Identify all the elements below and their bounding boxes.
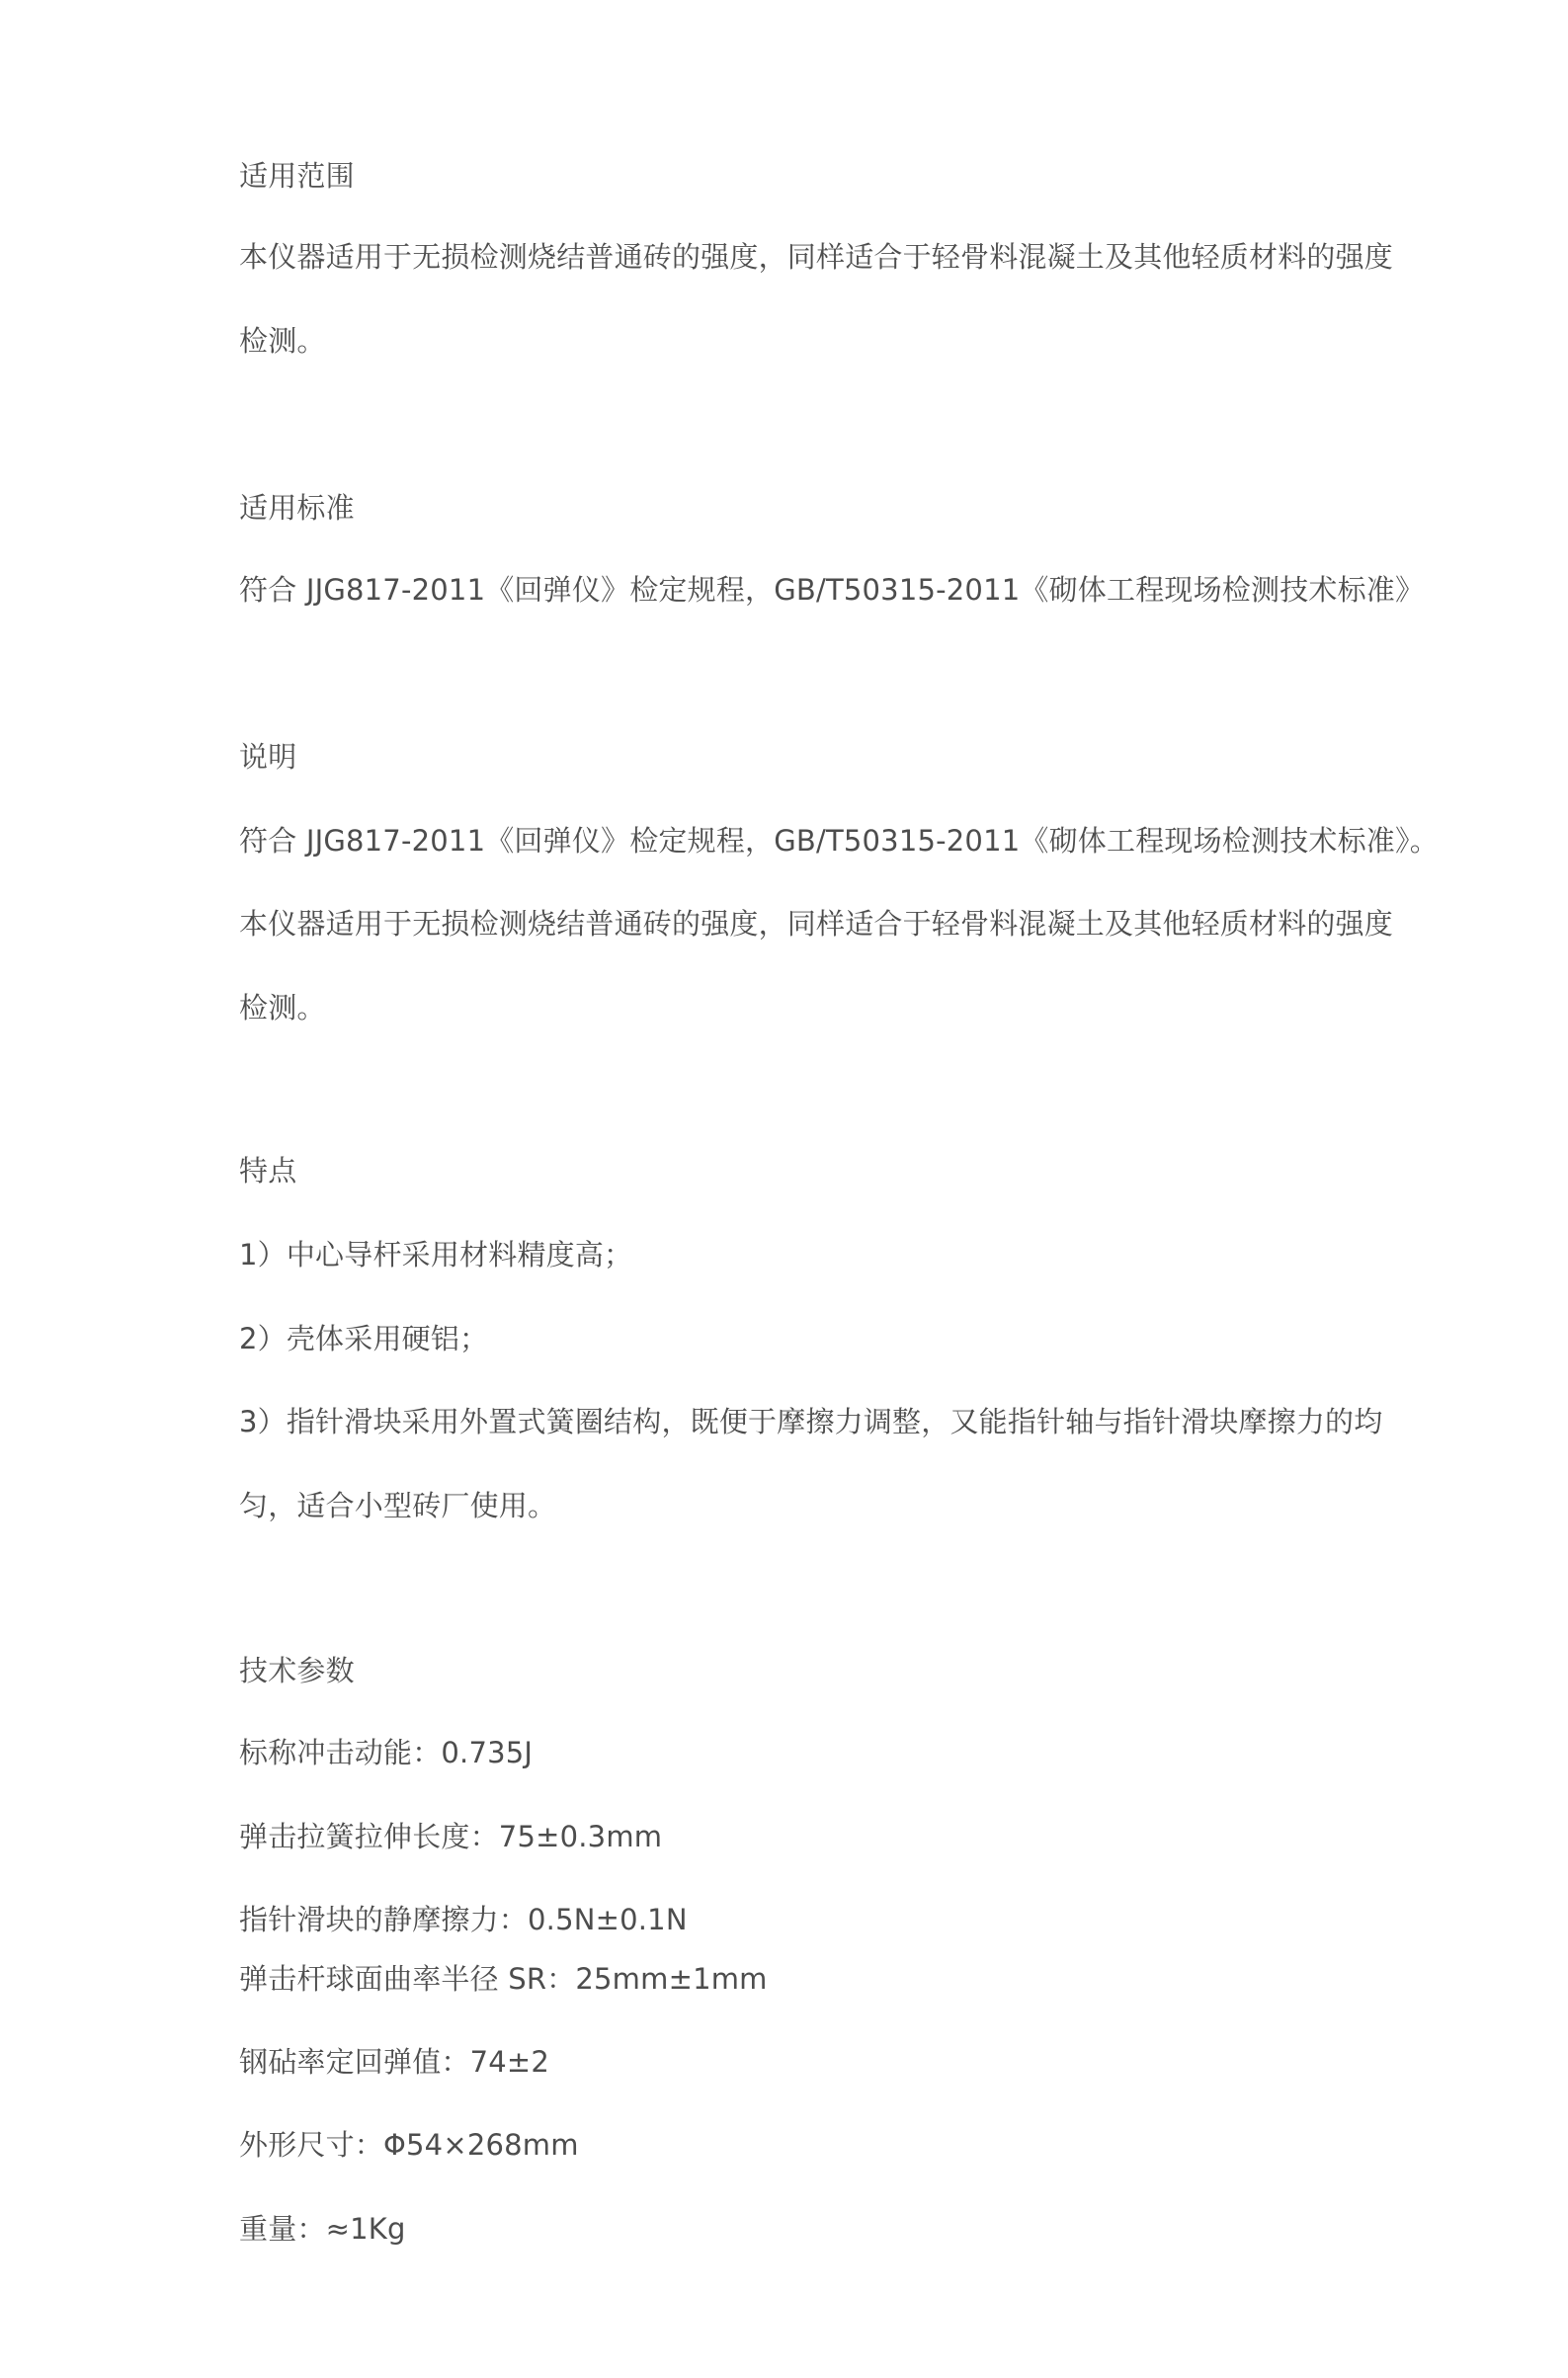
spec-rebound-value: 钢砧率定回弹值：74±2 <box>239 2045 550 2079</box>
scope-line-2: 检测。 <box>239 324 326 358</box>
description-line-1: 符合 JJG817-2011《回弹仪》检定规程，GB/T50315-2011《砌体工程现场检测技术标准》。 <box>239 824 1439 858</box>
description-line-2: 本仪器适用于无损检测烧结普通砖的强度，同样适合于轻骨料混凝土及其他轻质材料的强度 <box>239 907 1394 941</box>
section-title-specs: 技术参数 <box>239 1654 355 1687</box>
feature-item-1: 1）中心导杆采用材料精度高； <box>239 1238 633 1271</box>
spec-static-friction: 指针滑块的静摩擦力：0.5N±0.1N <box>239 1903 688 1936</box>
feature-item-2: 2）壳体采用硬铝； <box>239 1322 489 1355</box>
section-title-standard: 适用标准 <box>239 491 355 525</box>
section-title-scope: 适用范围 <box>239 159 355 193</box>
spec-dimensions: 外形尺寸：Φ54×268mm <box>239 2128 579 2162</box>
spec-weight: 重量：≈1Kg <box>239 2212 406 2246</box>
section-title-description: 说明 <box>239 740 297 774</box>
scope-line-1: 本仪器适用于无损检测烧结普通砖的强度，同样适合于轻骨料混凝土及其他轻质材料的强度 <box>239 240 1394 274</box>
feature-item-3: 3）指针滑块采用外置式簧圈结构，既便于摩擦力调整，又能指针轴与指针滑块摩擦力的均 <box>239 1405 1383 1438</box>
spec-impact-energy: 标称冲击动能：0.735J <box>239 1736 534 1769</box>
standard-line-1: 符合 JJG817-2011《回弹仪》检定规程，GB/T50315-2011《砌体工程现场检测技术标准》 <box>239 573 1425 607</box>
spec-curvature-radius: 弹击杆球面曲率半径 SR：25mm±1mm <box>239 1962 768 1996</box>
feature-item-3-cont: 匀，适合小型砖厂使用。 <box>239 1489 557 1522</box>
description-line-3: 检测。 <box>239 991 326 1025</box>
section-title-features: 特点 <box>239 1154 297 1188</box>
spec-spring-length: 弹击拉簧拉伸长度：75±0.3mm <box>239 1820 663 1853</box>
